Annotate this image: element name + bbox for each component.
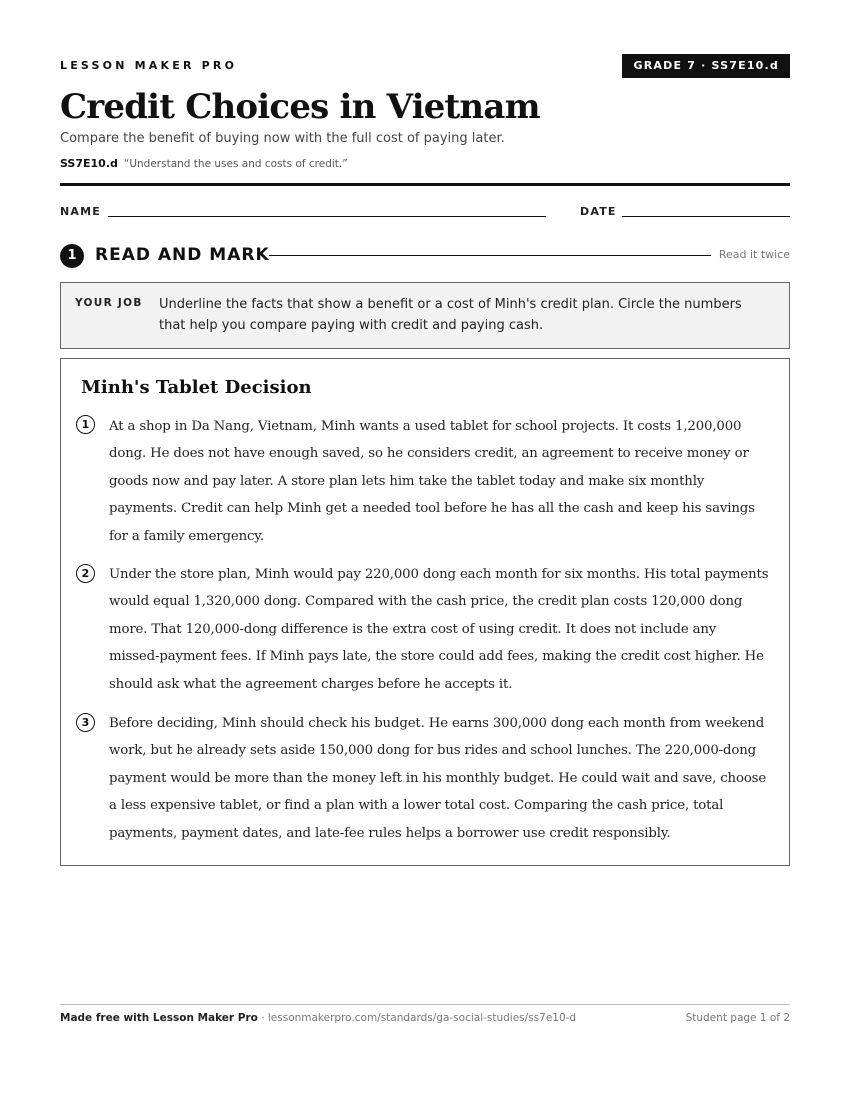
job-text: Underline the facts that show a benefit or a cost of Minh's credit plan. Circle the numbers that help you compare paying with credit and paying cash. <box>159 297 742 333</box>
reading-paragraph: At a shop in Da Nang, Vietnam, Minh wants a used tablet for school projects. It costs 1,200,000 dong. He does not have enough saved, so he considers credit, an agreement to receive money or goods now and pay later. A store plan lets him take the tablet today and make six monthly payments. Credit can help Minh get a needed tool before he has all the cash and keep his savings for a family emergency. <box>109 419 755 544</box>
section-note: Read it twice <box>718 248 790 261</box>
worksheet-page <box>60 0 790 1100</box>
brand-name: LESSON MAKER PRO <box>60 59 238 72</box>
section-title: READ AND MARK <box>95 245 270 265</box>
standard-line <box>60 157 348 170</box>
footer-credit <box>60 1012 576 1024</box>
footer-divider <box>60 1004 790 1005</box>
standard-code: SS7E10.d <box>60 157 118 170</box>
job-instructions-box <box>60 282 790 349</box>
reading-title: Minh's Tablet Decision <box>81 377 312 398</box>
section-number-badge: 1 <box>60 244 84 268</box>
page-subtitle: Compare the benefit of buying now with the full cost of paying later. <box>60 131 505 146</box>
name-field[interactable] <box>108 216 546 217</box>
header-divider <box>60 183 790 186</box>
footer-made-with: Made free with Lesson Maker Pro <box>60 1012 258 1024</box>
job-label: YOUR JOB <box>75 297 143 309</box>
grade-badge: GRADE 7 · SS7E10.d <box>622 54 790 78</box>
footer-url: · lessonmakerpro.com/standards/ga-social-studies/ss7e10-d <box>257 1012 577 1024</box>
date-label: DATE <box>580 205 617 218</box>
footer-page-label: Student page 1 of 2 <box>685 1012 790 1024</box>
name-label: NAME <box>60 205 101 218</box>
paragraph-number-badge: 1 <box>76 415 95 434</box>
section-divider <box>269 255 711 256</box>
reading-passage-box <box>60 358 790 866</box>
standard-text: “Understand the uses and costs of credit.” <box>123 158 348 170</box>
page-title: Credit Choices in Vietnam <box>60 87 540 127</box>
reading-paragraph: Before deciding, Minh should check his budget. He earns 300,000 dong each month from weekend work, but he already sets aside 150,000 dong for bus rides and school lunches. The 220,000-dong payment would be more than the money left in his monthly budget. He could wait and save, choose a less expensive tablet, or find a plan with a lower total cost. Comparing the cash price, total payments, payment dates, and late-fee rules helps a borrower use credit responsibly. <box>109 716 767 841</box>
paragraph-number-badge: 2 <box>76 564 95 583</box>
paragraph-number-badge: 3 <box>76 713 95 732</box>
reading-paragraph: Under the store plan, Minh would pay 220,000 dong each month for six months. His total payments would equal 1,320,000 dong. Compared with the cash price, the credit plan costs 120,000 dong more. That 120,000-dong difference is the extra cost of using credit. It does not include any missed-payment fees. If Minh pays late, the store could add fees, making the credit cost higher. He should ask what the agreement charges before he accepts it. <box>109 567 769 692</box>
date-field[interactable] <box>622 216 790 217</box>
